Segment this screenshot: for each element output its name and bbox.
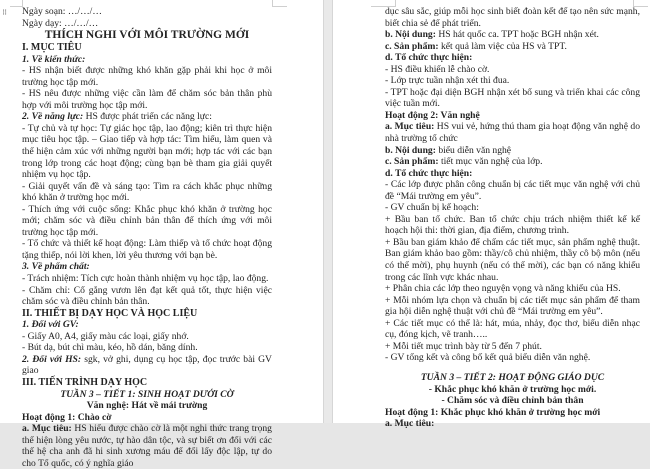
student-materials-text: sgk, vở ghi, dụng cụ học tập, đọc trước bài GV giao bbox=[22, 353, 272, 377]
document-page-right bbox=[333, 0, 650, 430]
product-label: c. Sản phẩm: bbox=[385, 40, 439, 52]
activity-goal bbox=[22, 423, 272, 469]
date-prepared: Ngày soạn: …/…/… bbox=[22, 6, 102, 17]
step-item: - Các lớp được phân công chuẩn bị các tiết mục văn nghệ với chủ đề “Mái trường em yêu”. bbox=[385, 179, 640, 202]
step-item: - GV tổng kết và công bố kết quả biểu diễn văn nghệ. bbox=[385, 352, 591, 364]
student-materials bbox=[22, 354, 272, 377]
content-text: biểu diễn văn nghệ bbox=[435, 144, 512, 156]
week-subheading: - Chăm sóc và điều chỉnh bản thân bbox=[441, 395, 584, 407]
subheading-knowledge: 1. Về kiến thức: bbox=[22, 53, 86, 65]
step-item: + Bầu ban tổ chức. Ban tổ chức chịu trách nhiệm thiết kế kế hoạch hội thi: thời gian, địa điểm, chương trình. bbox=[385, 213, 640, 237]
knowledge-item: - HS nêu được những việc cần làm để chăm sóc bản thân phù hợp với môi trường học tập mới. bbox=[22, 88, 272, 111]
competence-item: - Giải quyết vấn đề và sáng tạo: Tìm ra cách khắc phục những khó khăn ở trường học mới. bbox=[22, 180, 272, 204]
subheading-competence: 2. Về năng lực: bbox=[22, 111, 84, 123]
goal-text: HS vui vẻ, hứng thú tham gia hoạt động văn nghệ do nhà trường tổ chức bbox=[385, 121, 641, 145]
goal-continued: dục sâu sắc, giúp mỗi học sinh biết đoàn kết để tạo nên sức mạnh, biết chia sẻ để phát triển. bbox=[385, 6, 640, 29]
page-left-content bbox=[22, 6, 272, 469]
activity-content bbox=[385, 29, 640, 41]
subheading-student: 2. Đối với HS: bbox=[22, 353, 82, 365]
crop-mark-top-right bbox=[272, 0, 287, 7]
drag-handle-icon[interactable]: ⠿ bbox=[2, 9, 7, 17]
goal-text: HS hiểu được chào cờ là một nghi thức trang trọng thể hiện lòng yêu nước, tự hào dân tộc, và sự biết ơn đối với các thế hệ cha anh đã hi sinh xương máu để đổi lấy độc lập, tự do cho Tổ quốc, có ý nghĩa giáo bbox=[22, 423, 272, 469]
content-label: b. Nội dung: bbox=[385, 144, 436, 156]
competence-item: - Tự chủ và tự học: Tự giác học tập, lao động; kiên trì thực hiện mục tiêu học tập. – Giao tiếp và hợp tác: Tìm hiểu, làm quen và thể hiện cảm xúc với những người bạn mới; hợp tác với các bạn trong lớp trong các hoạt động; cùng bạn bè tham gia giải quyết nhiệm vụ học tập. bbox=[22, 122, 272, 181]
quality-item: - Chăm chỉ: Cố gắng vươn lên đạt kết quả tốt, thực hiện việc chăm sóc và điều chỉnh bản thân. bbox=[22, 284, 272, 308]
teacher-item: - Giấy A0, A4, giấy màu các loại, giấy nhớ. bbox=[22, 330, 189, 342]
date-taught: Ngày dạy: …/…/… bbox=[22, 17, 99, 29]
subheading-quality: 3. Về phẩm chất: bbox=[22, 261, 90, 273]
activity-heading: Hoạt động 2: Văn nghệ bbox=[385, 109, 480, 121]
organization-heading: d. Tổ chức thực hiện: bbox=[385, 52, 473, 64]
step-item: + Phân chia các lớp theo nguyện vọng và năng khiếu của HS. bbox=[385, 283, 621, 295]
organization-heading: d. Tổ chức thực hiện: bbox=[385, 167, 473, 179]
activity-heading: Hoạt động 1: Chào cờ bbox=[22, 411, 112, 423]
week-heading: TUẦN 3 – TIẾT 1: SINH HOẠT DƯỚI CỜ bbox=[60, 388, 234, 400]
week-heading: TUẦN 3 – TIẾT 2: HOẠT ĐỘNG GIÁO DỤC bbox=[420, 371, 605, 383]
spacer bbox=[385, 364, 640, 372]
week-subheading: Văn nghệ: Hát về mái trường bbox=[86, 400, 208, 412]
goal-label: a. Mục tiêu: bbox=[22, 423, 72, 435]
competence-intro bbox=[22, 111, 272, 123]
product-text: kết quả làm việc của HS và TPT. bbox=[438, 40, 567, 52]
step-item: + Bầu ban giám khảo để chấm các tiết mục, sản phẩm nghệ thuật. Ban giám khảo bao gồm: thầy/cô chủ nhiệm, thầy cô bộ môn (nếu có thể mời), phụ huynh (nếu có thể mời), các bạn có năng khiếu trong các lĩnh vực khác nhau. bbox=[385, 236, 640, 283]
activity-product bbox=[385, 156, 640, 168]
content-text: HS hát quốc ca. TPT hoặc BGH nhận xét. bbox=[435, 29, 599, 41]
activity-heading: Hoạt động 1: Khắc phục khó khăn ở trường học mới bbox=[385, 406, 601, 418]
activity-goal bbox=[385, 121, 640, 144]
competence-item: - Thích ứng với cuộc sống: Khắc phục khó khăn ở trường học mới; chăm sóc và điều chỉnh bản thân để thích ứng với môi trường học tập mới. bbox=[22, 203, 272, 238]
section-heading-process: III. TIẾN TRÌNH DẠY HỌC bbox=[22, 376, 148, 388]
step-item: + Mỗi tiết mục trình bày từ 5 đến 7 phút. bbox=[385, 340, 542, 352]
week-subheading: - Khắc phục khó khăn ở trường học mới. bbox=[428, 383, 597, 395]
quality-item: - Trách nhiệm: Tích cực hoàn thành nhiệm vụ học tập, lao động. bbox=[22, 273, 269, 285]
page-gutter bbox=[323, 0, 333, 423]
subheading-teacher: 1. Đối với GV: bbox=[22, 319, 79, 331]
step-item: + Các tiết mục có thể là: hát, múa, nhảy, đọc thơ, biểu diễn nhạc cụ, đóng kịch, vẽ tranh….. bbox=[385, 317, 640, 341]
activity-product bbox=[385, 41, 640, 53]
section-heading-equipment: II. THIẾT BỊ DẠY HỌC VÀ HỌC LIỆU bbox=[22, 307, 198, 319]
step-item: - GV chuẩn bị kế hoạch: bbox=[385, 202, 479, 214]
teacher-item: - Bút dạ, bút chì màu, kéo, hồ dán, băng dính. bbox=[22, 342, 198, 354]
step-item: - TPT hoặc đại diện BGH nhận xét bổ sung và triển khai các công việc tuần mới. bbox=[385, 86, 640, 110]
lesson-title: THÍCH NGHI VỚI MÔI TRƯỜNG MỚI bbox=[44, 29, 250, 42]
content-label: b. Nội dung: bbox=[385, 29, 436, 41]
step-item: - Lớp trực tuần nhận xét thi đua. bbox=[385, 75, 510, 87]
step-item: - HS điều khiển lễ chào cờ. bbox=[385, 63, 490, 75]
activity-content bbox=[385, 145, 640, 157]
goal-label: a. Mục tiêu: bbox=[385, 121, 435, 133]
step-item: + Mỗi nhóm lựa chọn và chuẩn bị các tiết mục sản phẩm để tham gia hội diễn nghệ thuật với chủ đề “Mái trường em yêu”. bbox=[385, 294, 640, 318]
competence-item: - Tổ chức và thiết kế hoạt động: Làm thiếp và tổ chức hoạt động tặng thiếp, nói lời khen, lời yêu thương với bạn bè. bbox=[22, 238, 272, 261]
knowledge-item: - HS nhận biết được những khó khăn gặp phải khi học ở môi trường học tập mới. bbox=[22, 65, 272, 88]
page-right-content bbox=[385, 6, 640, 430]
product-label: c. Sản phẩm: bbox=[385, 156, 439, 168]
document-page-left bbox=[0, 0, 323, 469]
section-heading-objectives: I. MỤC TIÊU bbox=[22, 42, 82, 54]
goal-label: a. Mục tiêu: bbox=[385, 418, 435, 430]
competence-intro-text: HS được phát triển các năng lực: bbox=[83, 111, 212, 123]
product-text: tiết mục văn nghệ của lớp. bbox=[438, 156, 543, 168]
